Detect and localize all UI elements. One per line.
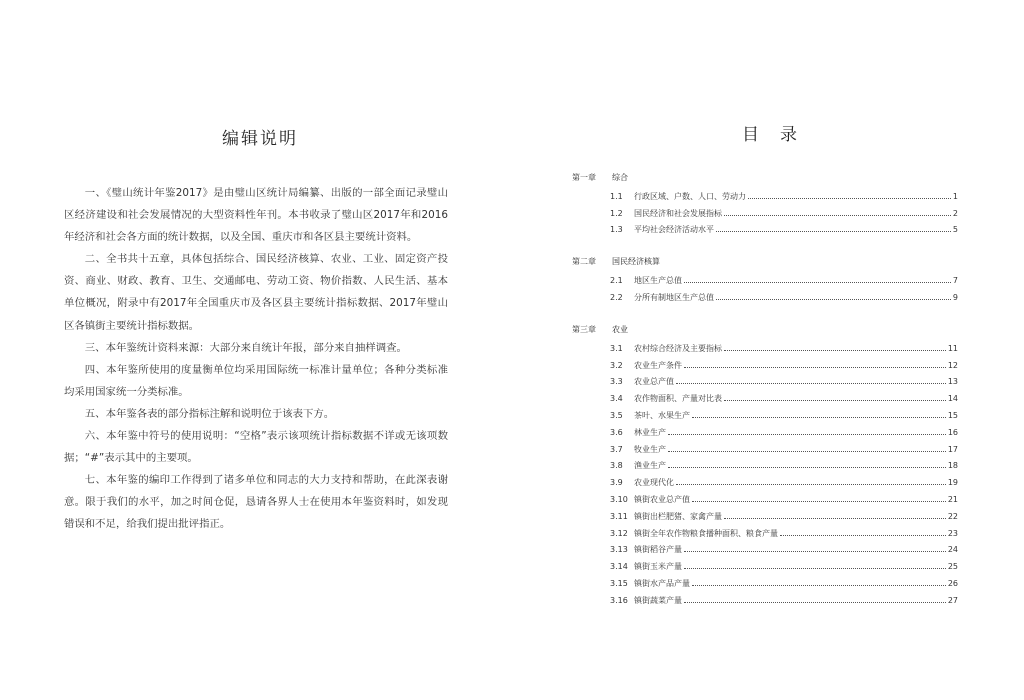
paragraph-3: 三、本年鉴统计资料来源：大部分来自统计年报，部分来自抽样调查。 <box>84 341 407 354</box>
toc-entry[interactable] <box>572 525 960 542</box>
toc-entry-number: 3.11 <box>610 511 628 521</box>
toc-entry[interactable] <box>572 558 960 575</box>
toc-entry-page: 13 <box>947 377 958 387</box>
toc-entry-title: 农业总产值 <box>634 377 674 387</box>
toc-leader-dots <box>692 501 946 502</box>
paragraph-6: 六、本年鉴中符号的使用说明：“空格”表示该项统计指标数据不详或无该项数据；“#”表示其中的主要项。 <box>64 430 448 465</box>
toc-entry-page: 25 <box>947 562 958 572</box>
toc-leader-dots <box>668 434 946 435</box>
toc-entry[interactable] <box>572 542 960 559</box>
toc-entry-title: 农作物面积、产量对比表 <box>634 394 722 404</box>
toc-entry-page: 17 <box>947 444 958 454</box>
toc-entry-title: 行政区域、户数、人口、劳动力 <box>634 191 746 201</box>
toc-entry[interactable] <box>572 340 960 357</box>
chapter-name: 农业 <box>612 324 628 334</box>
toc-entry-number: 3.15 <box>610 579 628 589</box>
toc-leader-dots <box>676 383 946 384</box>
toc-entry-number: 3.12 <box>610 528 628 538</box>
toc-entry-number: 1.3 <box>610 225 623 235</box>
toc-entry-page: 19 <box>947 478 958 488</box>
toc-entry-title: 镇街水产品产量 <box>634 579 690 589</box>
toc-entry[interactable] <box>572 424 960 441</box>
toc-entry-title: 镇街稻谷产量 <box>634 545 682 555</box>
toc-entry-number: 1.1 <box>610 191 623 201</box>
toc-entry-number: 3.5 <box>610 411 623 421</box>
toc-entry-page: 9 <box>952 293 958 303</box>
toc-leader-dots <box>724 350 946 351</box>
toc-entry-page: 26 <box>947 579 958 589</box>
toc-entry[interactable] <box>572 458 960 475</box>
toc-entry-title: 茶叶、水果生产 <box>634 411 690 421</box>
toc-leader-dots <box>668 467 946 468</box>
toc-leader-dots <box>668 451 946 452</box>
toc-entry-page: 5 <box>952 225 958 235</box>
toc-leader-dots <box>724 215 951 216</box>
toc-entry-title: 镇街玉米产量 <box>634 562 682 572</box>
toc-entry[interactable] <box>572 474 960 491</box>
toc-entry-page: 24 <box>947 545 958 555</box>
toc-entry-title: 镇街出栏肥猪、家禽产量 <box>634 511 722 521</box>
toc-entry-title: 林业生产 <box>634 427 666 437</box>
toc-entry-page: 27 <box>947 595 958 605</box>
toc-title <box>520 120 1024 144</box>
toc-entry-page: 7 <box>952 276 958 286</box>
toc-entry-number: 3.3 <box>610 377 623 387</box>
toc-entry-page: 15 <box>947 411 958 421</box>
toc-entry-page: 1 <box>952 191 958 201</box>
toc-entry-number: 3.2 <box>610 360 623 370</box>
toc-entry[interactable] <box>572 222 960 239</box>
table-of-contents-page <box>520 0 1024 700</box>
toc-entry[interactable] <box>572 491 960 508</box>
editorial-notes-body <box>64 182 448 536</box>
toc-entry-title: 镇街全年农作物粮食播种面积、粮食产量 <box>634 528 778 538</box>
paragraph-4: 四、本年鉴所使用的度量衡单位均采用国际统一标准计量单位；各种分类标准均采用国家统一分类标准。 <box>64 363 448 398</box>
toc-leader-dots <box>684 367 946 368</box>
toc-entry-title: 渔业生产 <box>634 461 666 471</box>
toc-entry-title: 分所有制地区生产总值 <box>634 293 714 303</box>
paragraph-5: 五、本年鉴各表的部分指标注解和说明位于该表下方。 <box>84 407 335 420</box>
toc-entry-page: 11 <box>947 343 958 353</box>
chapter-label: 第二章 <box>572 257 596 267</box>
toc-chapter <box>572 172 960 238</box>
toc-chapter <box>572 256 960 306</box>
toc-entry-number: 3.9 <box>610 478 623 488</box>
toc-entry[interactable] <box>572 441 960 458</box>
toc-entry[interactable] <box>572 357 960 374</box>
toc-entry-number: 2.1 <box>610 276 623 286</box>
toc-entry-title: 国民经济和社会发展指标 <box>634 208 722 218</box>
toc-entry[interactable] <box>572 390 960 407</box>
toc-entry-number: 2.2 <box>610 293 623 303</box>
toc-leader-dots <box>692 585 946 586</box>
toc-entry[interactable] <box>572 188 960 205</box>
toc-entry-page: 14 <box>947 394 958 404</box>
toc-entry-page: 22 <box>947 511 958 521</box>
toc-leader-dots <box>724 518 946 519</box>
toc-leader-dots <box>748 198 951 199</box>
toc-entry[interactable] <box>572 592 960 609</box>
paragraph-1: 一、《璧山统计年鉴2017》是由璧山区统计局编纂、出版的一部全面记录璧山区经济建设和社会发展情况的大型资料性年刊。本书收录了璧山区2017年和2016年经济和社会各方面的统计数据，以及全国、重庆市和各区县主要统计资料。 <box>64 187 448 244</box>
toc-entry-title: 地区生产总值 <box>634 276 682 286</box>
toc-entry-number: 3.7 <box>610 444 623 454</box>
toc-leader-dots <box>684 551 946 552</box>
toc-leader-dots <box>684 602 946 603</box>
toc-entry-number: 3.6 <box>610 427 623 437</box>
toc-entry-title: 牧业生产 <box>634 444 666 454</box>
chapter-name: 国民经济核算 <box>612 257 660 267</box>
toc-leader-dots <box>716 299 951 300</box>
toc-leader-dots <box>684 568 946 569</box>
toc-entry-number: 3.14 <box>610 562 628 572</box>
toc-entry-title: 平均社会经济活动水平 <box>634 225 714 235</box>
toc-entry-number: 3.1 <box>610 343 623 353</box>
toc-entry[interactable] <box>572 272 960 289</box>
toc-title-char-1: 目 <box>742 125 759 145</box>
toc-chapter-heading[interactable] <box>572 324 960 336</box>
toc-leader-dots <box>692 417 946 418</box>
toc-entry[interactable] <box>572 289 960 306</box>
toc-entry-title: 农业生产条件 <box>634 360 682 370</box>
toc-chapter <box>572 324 960 609</box>
toc-entry-number: 3.8 <box>610 461 623 471</box>
toc-entry-number: 3.4 <box>610 394 623 404</box>
toc-entry-page: 18 <box>947 461 958 471</box>
paragraph-2: 二、全书共十五章，具体包括综合、国民经济核算、农业、工业、固定资产投资、商业、财政、教育、卫生、交通邮电、劳动工资、物价指数、人民生活、基本单位概况，附录中有2017年全国重庆市及各区县主要统计指标数据、2017年璧山区各镇街主要统计指标数据。 <box>64 253 448 332</box>
toc-entry-title: 农村综合经济及主要指标 <box>634 343 722 353</box>
toc-entry-page: 12 <box>947 360 958 370</box>
toc-entry-title: 镇街农业总产值 <box>634 495 690 505</box>
toc-entry-number: 3.10 <box>610 495 628 505</box>
toc-title-char-2: 录 <box>780 125 797 145</box>
toc-entry[interactable] <box>572 575 960 592</box>
toc-chapter-heading[interactable] <box>572 172 960 184</box>
toc-entry[interactable] <box>572 205 960 222</box>
toc-leader-dots <box>684 282 951 283</box>
toc-entry-number: 1.2 <box>610 208 623 218</box>
chapter-label: 第三章 <box>572 324 596 334</box>
toc-leader-dots <box>676 484 946 485</box>
toc-leader-dots <box>780 535 946 536</box>
toc-entry[interactable] <box>572 508 960 525</box>
toc-entry-page: 21 <box>947 495 958 505</box>
toc-entry-page: 23 <box>947 528 958 538</box>
toc-entry[interactable] <box>572 407 960 424</box>
chapter-label: 第一章 <box>572 173 596 182</box>
toc-entry-page: 2 <box>952 208 958 218</box>
chapter-name: 综合 <box>612 173 628 182</box>
paragraph-7: 七、本年鉴的编印工作得到了诸多单位和同志的大力支持和帮助，在此深表谢意。限于我们的水平，加之时间仓促，恳请各界人士在使用本年鉴资料时，如发现错误和不足，给我们提出批评指正。 <box>64 474 448 531</box>
toc-entry-page: 16 <box>947 427 958 437</box>
toc-entry-number: 3.16 <box>610 595 628 605</box>
toc-entry[interactable] <box>572 374 960 391</box>
editorial-notes-title: 编辑说明 <box>222 129 298 149</box>
toc-entry-title: 农业现代化 <box>634 478 674 488</box>
toc-entry-title: 镇街蔬菜产量 <box>634 595 682 605</box>
toc-leader-dots <box>724 400 946 401</box>
toc-leader-dots <box>716 231 951 232</box>
toc-chapter-heading[interactable] <box>572 256 960 268</box>
toc-entry-number: 3.13 <box>610 545 628 555</box>
toc-list <box>572 172 960 627</box>
